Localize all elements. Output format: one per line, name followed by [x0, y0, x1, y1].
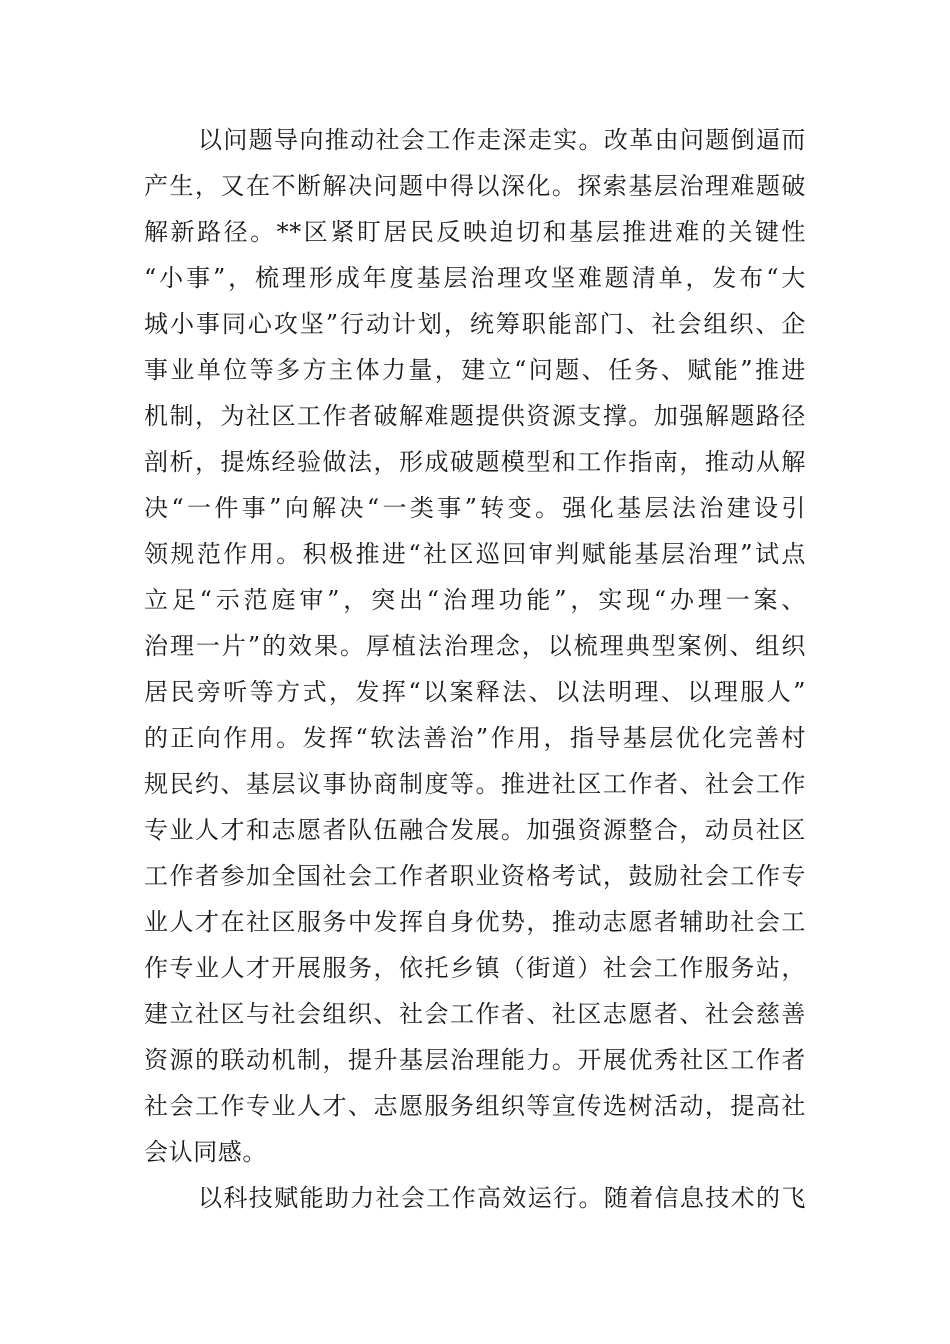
paragraph-line: 工作者参加全国社会工作者职业资格考试，鼓励社会工作专: [144, 862, 806, 890]
paragraph-line: 规民约、基层议事协商制度等。推进社区工作者、社会工作: [144, 770, 806, 798]
paragraph-line: 事业单位等多方主体力量，建立“问题、任务、赋能”推进: [144, 356, 806, 384]
paragraph-line: 决“一件事”向解决“一类事”转变。强化基层法治建设引: [144, 494, 806, 522]
paragraph-line: 业人才在社区服务中发挥自身优势，推动志愿者辅助社会工: [144, 908, 806, 936]
paragraph-line: 机制，为社区工作者破解难题提供资源支撑。加强解题路径: [144, 402, 806, 430]
paragraph-line: 作专业人才开展服务，依托乡镇（街道）社会工作服务站，: [144, 954, 806, 982]
paragraph-line: 建立社区与社会组织、社会工作者、社区志愿者、社会慈善: [144, 1000, 806, 1028]
paragraph-line: 城小事同心攻坚”行动计划，统筹职能部门、社会组织、企: [144, 310, 806, 338]
paragraph-line: “小事”，梳理形成年度基层治理攻坚难题清单，发布“大: [144, 264, 806, 292]
paragraph-line: 剖析，提炼经验做法，形成破题模型和工作指南，推动从解: [144, 448, 806, 476]
paragraph-line: 社会工作专业人才、志愿服务组织等宣传选树活动，提高社: [144, 1092, 806, 1120]
paragraph-line: 资源的联动机制，提升基层治理能力。开展优秀社区工作者: [144, 1046, 806, 1074]
paragraph-line: 以科技赋能助力社会工作高效运行。随着信息技术的飞: [198, 1184, 806, 1212]
paragraph-line: 立足“示范庭审”，突出“治理功能”，实现“办理一案、: [144, 586, 806, 614]
paragraph-line: 居民旁听等方式，发挥“以案释法、以法明理、以理服人”: [144, 678, 806, 706]
paragraph-line: 的正向作用。发挥“软法善治”作用，指导基层优化完善村: [144, 724, 806, 752]
paragraph-line: 产生，又在不断解决问题中得以深化。探索基层治理难题破: [144, 172, 806, 200]
paragraph-line: 领规范作用。积极推进“社区巡回审判赋能基层治理”试点: [144, 540, 806, 568]
paragraph-line: 解新路径。**区紧盯居民反映迫切和基层推进难的关键性: [144, 218, 806, 246]
paragraph-line: 会认同感。: [144, 1138, 267, 1166]
paragraph-line: 治理一片”的效果。厚植法治理念，以梳理典型案例、组织: [144, 632, 806, 660]
paragraph-line: 专业人才和志愿者队伍融合发展。加强资源整合，动员社区: [144, 816, 806, 844]
paragraph-line: 以问题导向推动社会工作走深走实。改革由问题倒逼而: [198, 126, 806, 154]
